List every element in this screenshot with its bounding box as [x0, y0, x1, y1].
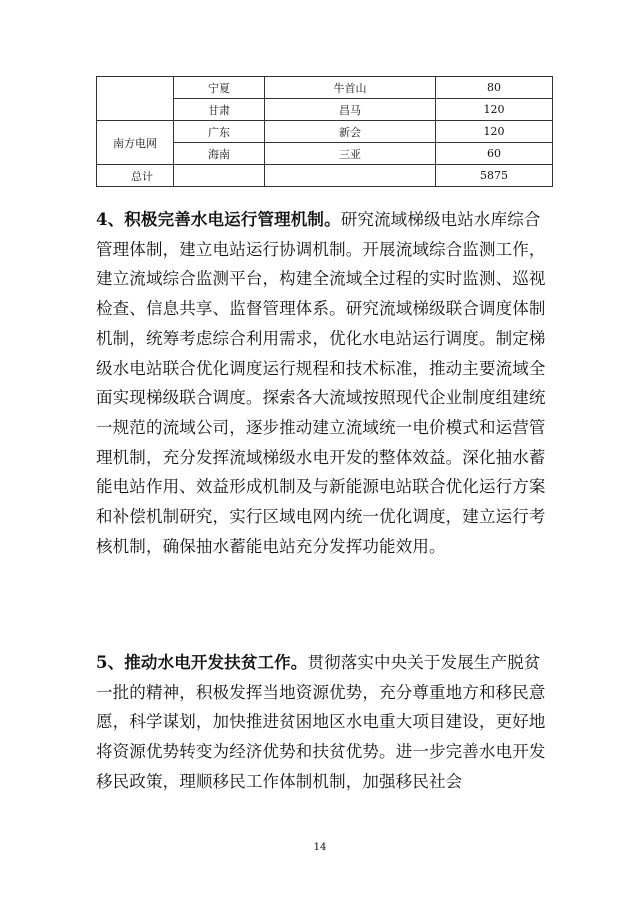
section-5-heading: 5、推动水电开发扶贫工作。 [96, 653, 308, 672]
capacity-cell: 60 [436, 143, 553, 165]
page-number: 14 [313, 842, 327, 853]
province-cell: 宁夏 [174, 77, 265, 99]
total-label: 总计 [97, 165, 174, 187]
section-4-heading: 4、积极完善水电运行管理机制。 [96, 210, 341, 229]
capacity-cell: 120 [436, 121, 553, 143]
province-cell [174, 165, 265, 187]
capacity-table [96, 76, 553, 187]
grid-cell [97, 77, 174, 121]
section-5-paragraph [96, 648, 556, 797]
province-cell: 广东 [174, 121, 265, 143]
total-capacity: 5875 [436, 165, 553, 187]
section-5-body: 贯彻落实中央关于发展生产脱贫一批的精神，积极发挥当地资源优势，充分尊重地方和移民意愿，科学谋划，加快推进贫困地区水电重大项目建设，更好地将资源优势转变为经济优势和扶贫优势。进一步完善水电开发移民政策，理顺移民工作体制机制，加强移民社会 [96, 653, 546, 791]
section-4-paragraph [96, 205, 556, 561]
station-cell: 三亚 [265, 143, 436, 165]
capacity-cell: 80 [436, 77, 553, 99]
station-cell: 新会 [265, 121, 436, 143]
table-row [97, 121, 553, 143]
capacity-cell: 120 [436, 99, 553, 121]
table-row [97, 77, 553, 99]
province-cell: 海南 [174, 143, 265, 165]
station-cell: 牛首山 [265, 77, 436, 99]
section-4-body: 研究流域梯级电站水库综合管理体制，建立电站运行协调机制。开展流域综合监测工作，建立流域综合监测平台，构建全流域全过程的实时监测、巡视检查、信息共享、监督管理体系。研究流域梯级联合调度体制机制，统筹考虑综合利用需求，优化水电站运行调度。制定梯级水电站联合优化调度运行规程和技术标准，推动主要流域全面实现梯级联合调度。探索各大流域按照现代企业制度组建统一规范的流域公司，逐步推动建立流域统一电价模式和运营管理机制，充分发挥流域梯级水电开发的整体效益。深化抽水蓄能电站作用、效益形成机制及与新能源电站联合优化运行方案和补偿机制研究，实行区域电网内统一优化调度，建立运行考核机制，确保抽水蓄能电站充分发挥功能效用。 [96, 210, 546, 556]
station-cell: 昌马 [265, 99, 436, 121]
station-cell [265, 165, 436, 187]
province-cell: 甘肃 [174, 99, 265, 121]
total-row [97, 165, 553, 187]
grid-cell: 南方电网 [97, 121, 174, 165]
